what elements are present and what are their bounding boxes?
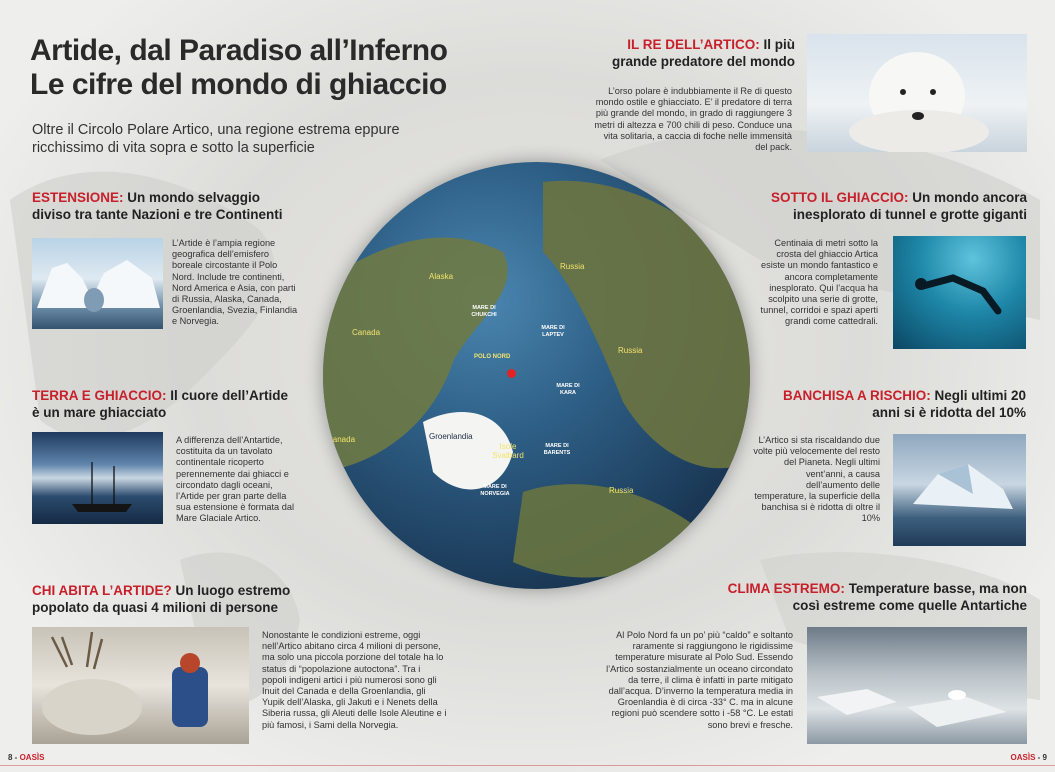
section-label-abitanti: CHI ABITA L’ARTIDE?	[32, 583, 172, 598]
diver-photo	[893, 236, 1026, 349]
globe-label-groenlandia: Groenlandia	[429, 432, 473, 441]
section-body-abitanti: Nonostante le condizioni estreme, oggi nell’Artico abitano circa 4 milioni di persone, ma solo una piccola porzione del totale ha lo status di “popolazione autoctona”. Tra i popoli indigeni artici i più numerosi sono gli Inuit del Canada e della Groenlandia, gli Yupik dell’Alaska, gli Jakuti e i Nenets della Siberia russa, gli Aleuti delle Isole Aleutine e i più famosi, i Sami della Norvegia.	[262, 630, 447, 730]
section-heading-clima	[727, 580, 1027, 614]
footer-left-page-number: 8 -	[8, 753, 18, 762]
globe-label-barents: MARE DI BARENTS	[543, 443, 571, 456]
polar-bear-photo	[807, 34, 1027, 152]
footer-right-brand: OASÌS	[1010, 753, 1036, 762]
diver-icon	[893, 236, 1026, 349]
globe-label-chukchi: MARE DI CHUKCHI	[471, 305, 497, 318]
ice-floe-icon	[893, 434, 1026, 546]
section-label-re: IL RE DELL’ARTICO:	[627, 37, 760, 52]
section-title-terra: Il cuore dell’Artide è un mare ghiacciato	[32, 388, 289, 420]
footer-right-page-number: - 9	[1037, 753, 1047, 762]
reindeer-icon	[32, 627, 249, 744]
section-heading-ghiaccio	[745, 189, 1027, 223]
footer-left	[8, 753, 44, 762]
section-body-ghiaccio: Centinaia di metri sotto la crosta del ghiaccio Artica esiste un mondo fantastico e ancora completamente inesplorato. Qui l’acqua ha scolpito una serie di grotte, tunnel, corridoi e spazi aperti grandi come cattedrali.	[760, 238, 878, 327]
section-body-terra: A differenza dell’Antartide, costituita da un tavolato continentale ricoperto perennemente dai ghiacci e circondato dagli oceani, l’Artide per gran parte della sua estensione è formata dal Mare Glaciale Artico.	[176, 435, 294, 524]
section-title-ghiaccio: Un mondo ancora inesplorato di tunnel e grotte giganti	[792, 190, 1027, 222]
section-body-re: L’orso polare è indubbiamente il Re di questo mondo ostile e ghiacciato. E’ il predatore di terra più grande del mondo, in grado di raggiungere 3 metri di altezza e 700 chili di peso. Conduce una vita solitaria, a caccia di foche nelle immensità del pack.	[594, 86, 792, 153]
section-heading-terra	[32, 387, 292, 421]
section-label-banchisa: BANCHISA A RISCHIO:	[782, 388, 931, 403]
globe-label-polo-nord: POLO NORD	[474, 354, 511, 360]
section-body-estensione: L’Artide è l’ampia regione geografica dell’emisfero boreale circostante il Polo Nord. Include tre continenti, Nord America e Asia, con parti di Russia, Alaska, Canada, Groenlandia, Svezia, Finlandia e Norvegia.	[172, 238, 298, 327]
section-label-clima: CLIMA ESTREMO:	[727, 581, 845, 596]
section-label-ghiaccio: SOTTO IL GHIACCIO:	[770, 190, 909, 205]
globe-label-russia-3: Russia	[609, 486, 634, 495]
section-title-banchisa: Negli ultimi 20 anni si è ridotta del 10%	[872, 388, 1026, 420]
page-title	[30, 34, 460, 102]
section-body-banchisa: L’Artico si sta riscaldando due volte più velocemente del resto del Pianeta. Negli ultimi vent’anni, a causa dell’aumento delle temperature, la superficie della banchisa si è ridotta di oltre il 10%	[753, 435, 880, 524]
section-title-estensione: Un mondo selvaggio diviso tra tante Nazioni e tre Continenti	[32, 190, 283, 222]
section-heading-re	[595, 36, 795, 70]
section-heading-estensione	[32, 189, 302, 223]
title-line-2: Le cifre del mondo di ghiaccio	[30, 68, 447, 101]
iceberg-photo	[32, 238, 163, 329]
globe-label-kara: MARE DI KARA	[556, 383, 580, 396]
section-body-clima: Al Polo Nord fa un po’ più “caldo” e soltanto raramente si raggiungono le rigidissime temperature misurate al Polo Sud. Essendo l’Artico sostanzialmente un oceano circondato da terre, il clima è infatti in parte mitigato dall’acqua. D’inverno la temperatura media in Groenlandia è di circa -33° C. ma in alcune regioni può scendere sotto i -58 °C. Le estati sono brevi e fresche.	[606, 630, 793, 730]
section-heading-banchisa	[778, 387, 1026, 421]
polar-bear-icon	[807, 34, 1027, 152]
section-title-clima: Temperature basse, ma non così estreme come quelle Antartiche	[792, 581, 1027, 613]
sailboat-photo	[32, 432, 163, 524]
globe-label-alaska: Alaska	[429, 272, 454, 281]
section-heading-abitanti	[32, 582, 302, 616]
reindeer-child-photo	[32, 627, 249, 744]
globe-label-canada-1: Canada	[352, 328, 381, 337]
iceberg-arch-icon	[32, 238, 163, 329]
arctic-globe-map	[323, 162, 750, 589]
pack-ice-icon	[807, 627, 1027, 744]
globe-label-norvegia: MARE DI NORVEGIA	[480, 484, 510, 497]
footer-rule	[0, 765, 1055, 766]
section-label-terra: TERRA E GHIACCIO:	[32, 388, 167, 403]
globe-label-russia-1: Russia	[560, 262, 585, 271]
section-title-re: Il più grande predatore del mondo	[611, 37, 795, 69]
pack-ice-photo	[807, 627, 1027, 744]
title-line-1: Artide, dal Paradiso all’Inferno	[30, 34, 448, 67]
globe-label-laptev: MARE DI LAPTEV	[541, 325, 565, 338]
section-label-estensione: ESTENSIONE:	[32, 190, 124, 205]
melting-ice-photo	[893, 434, 1026, 546]
globe-landmass	[323, 162, 750, 589]
north-pole-marker	[507, 369, 516, 378]
globe-label-canada-2: Canada	[327, 435, 356, 444]
footer-right	[1011, 753, 1047, 762]
sailboat-icon	[32, 432, 163, 524]
globe-label-russia-2: Russia	[618, 346, 643, 355]
page-subtitle: Oltre il Circolo Polare Artico, una regione estrema eppure ricchissimo di vita sopra e sotto la superficie	[32, 122, 400, 156]
globe-label-svalbard: Isole Svalbard	[492, 442, 524, 460]
footer-left-brand: OASÌS	[19, 753, 45, 762]
section-title-abitanti: Un luogo estremo popolato da quasi 4 milioni di persone	[32, 583, 291, 615]
